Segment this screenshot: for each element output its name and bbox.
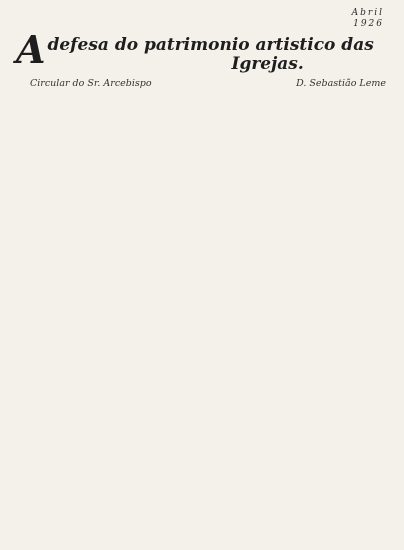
body-column-left <box>16 93 196 174</box>
issue-month: Abril <box>351 8 384 18</box>
title-text <box>47 32 373 74</box>
byline-right: D. Sebastião Leme <box>296 78 386 89</box>
body-columns <box>16 93 390 174</box>
title-dropcap: A <box>16 27 46 72</box>
body-paragraph <box>210 109 390 115</box>
byline-left: Circular do Sr. Arcebispo <box>30 78 152 89</box>
body-paragraph <box>210 165 390 171</box>
issue-date-header <box>16 8 384 30</box>
body-paragraph <box>16 109 196 115</box>
body-paragraph <box>210 132 390 138</box>
byline-row <box>30 78 386 89</box>
article-title <box>16 27 390 74</box>
body-paragraph <box>210 154 390 160</box>
body-paragraph <box>16 98 196 104</box>
title-line-1: defesa do patrimonio artistico das <box>47 35 374 55</box>
body-column-right <box>210 93 390 174</box>
body-paragraph <box>16 154 196 160</box>
body-paragraph <box>210 121 390 127</box>
body-paragraph <box>210 143 390 149</box>
body-paragraph <box>210 98 390 104</box>
title-line-2: Igrejas. <box>231 54 304 74</box>
body-paragraph <box>16 165 196 171</box>
issue-year: 1926 <box>353 19 384 29</box>
body-paragraph <box>16 143 196 149</box>
body-paragraph <box>16 132 196 138</box>
body-paragraph <box>16 121 196 127</box>
